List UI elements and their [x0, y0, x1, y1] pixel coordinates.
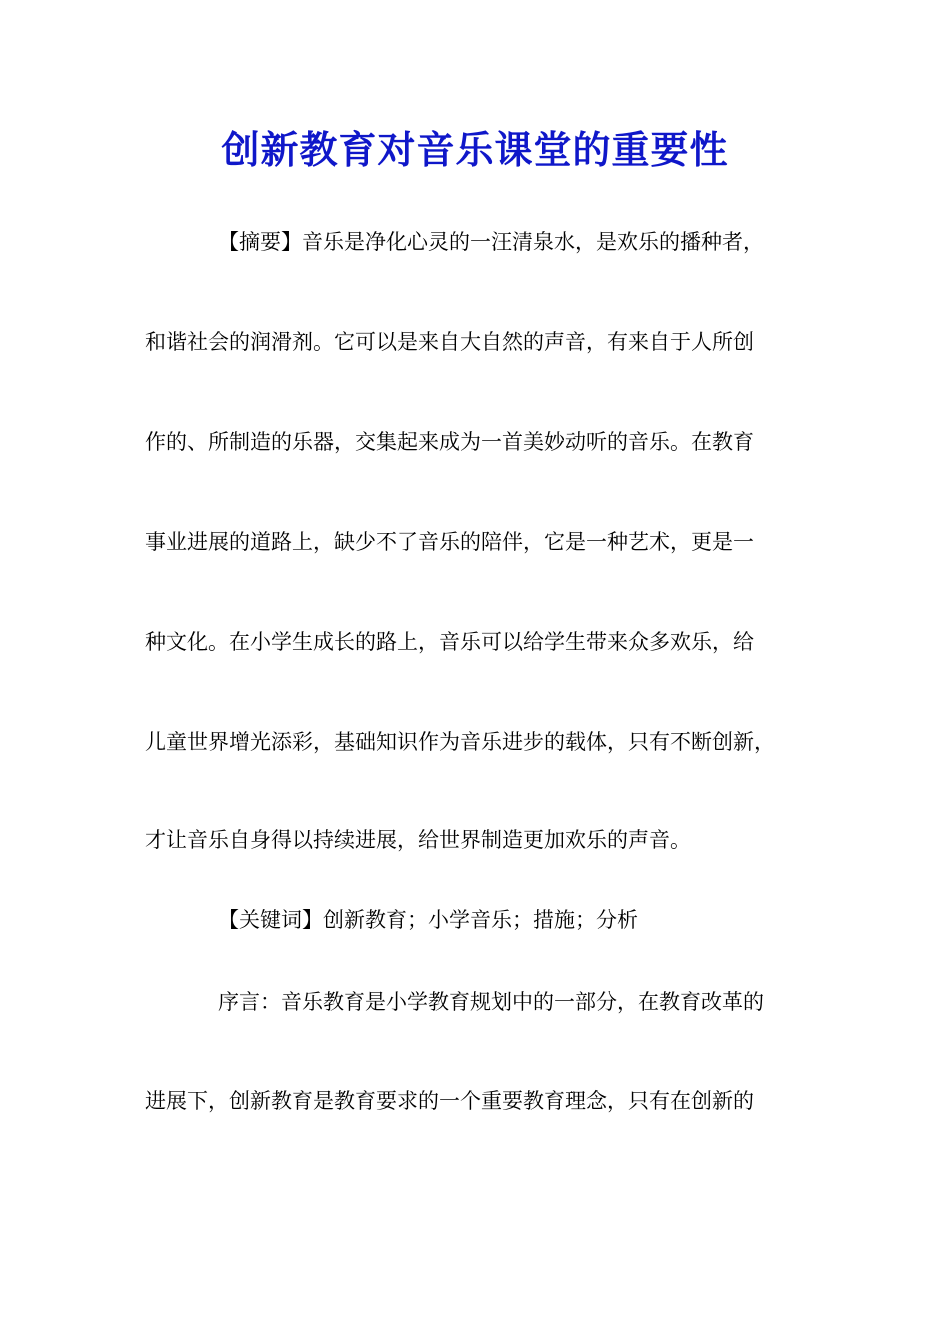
abstract-line-4: 事业进展的道路上，缺少不了音乐的陪伴，它是一种艺术，更是一 — [145, 530, 754, 554]
abstract-line-2: 和谐社会的润滑剂。它可以是来自大自然的声音，有来自于人所创 — [145, 330, 754, 354]
abstract-line-6: 儿童世界增光添彩，基础知识作为音乐进步的载体，只有不断创新， — [145, 730, 775, 754]
abstract-line-7: 才让音乐自身得以持续进展，给世界制造更加欢乐的声音。 — [145, 828, 691, 852]
keywords-line: 【关键词】创新教育；小学音乐；措施；分析 — [218, 908, 638, 932]
preface-line-1: 序言：音乐教育是小学教育规划中的一部分，在教育改革的 — [218, 990, 764, 1014]
abstract-line-3: 作的、所制造的乐器，交集起来成为一首美妙动听的音乐。在教育 — [145, 430, 754, 454]
document-title: 创新教育对音乐课堂的重要性 — [221, 127, 729, 172]
preface-line-2: 进展下，创新教育是教育要求的一个重要教育理念，只有在创新的 — [145, 1089, 754, 1113]
abstract-line-5: 种文化。在小学生成长的路上，音乐可以给学生带来众多欢乐，给 — [145, 630, 754, 654]
abstract-line-1: 【摘要】音乐是净化心灵的一汪清泉水，是欢乐的播种者， — [218, 230, 764, 254]
